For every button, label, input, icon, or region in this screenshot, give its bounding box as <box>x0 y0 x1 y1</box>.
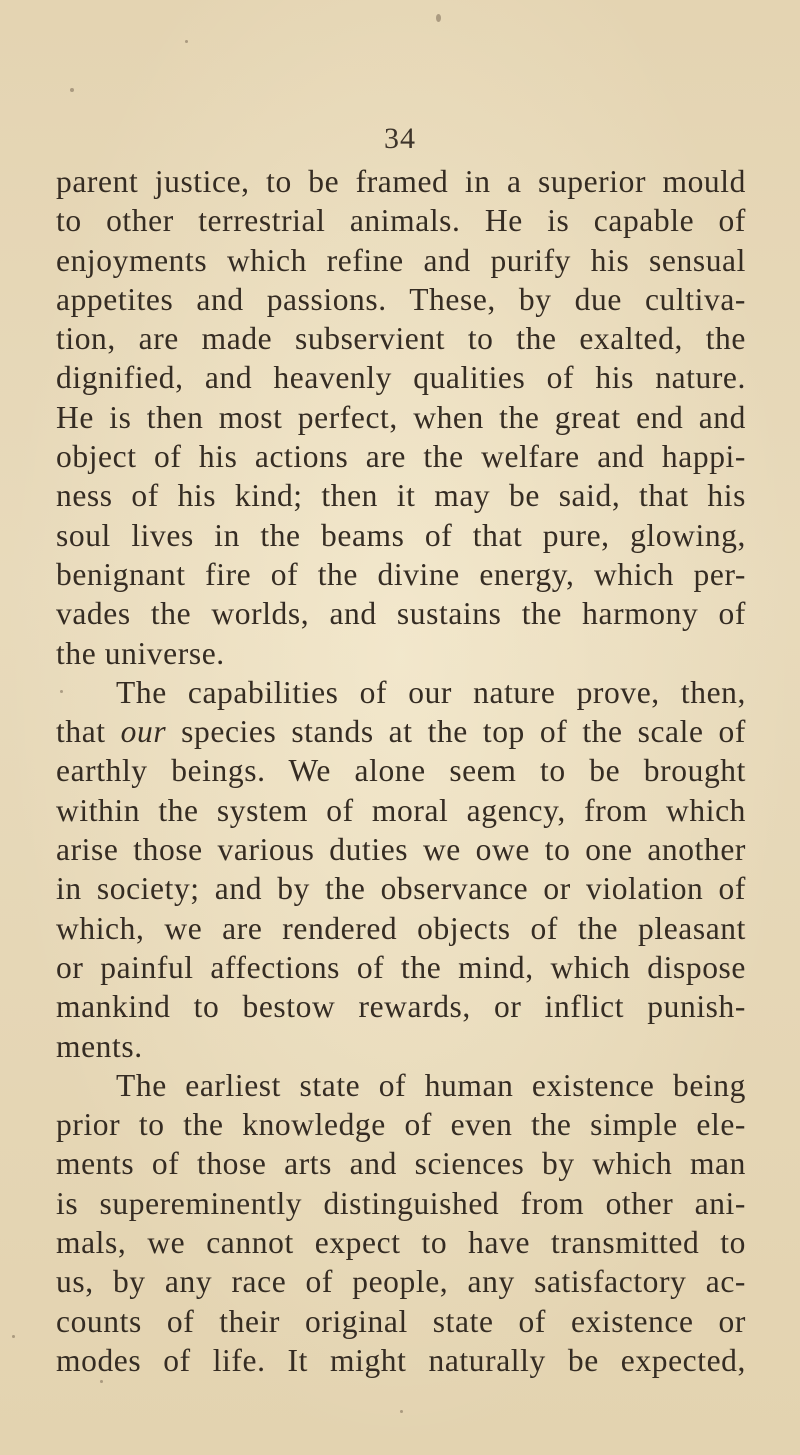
text-line: object of his actions are the welfare and happi- <box>56 439 746 475</box>
text-line: soul lives in the beams of that pure, glowing, <box>56 517 746 553</box>
paragraph-start-line: The capabilities of our nature prove, then, <box>116 674 746 710</box>
body-text <box>56 162 746 1380</box>
text-run: that <box>56 714 121 750</box>
text-line: us, by any race of people, any satisfactory ac- <box>56 1264 746 1300</box>
paragraph-start-line: The earliest state of human existence being <box>116 1067 746 1103</box>
text-line: dignified, and heavenly qualities of his nature. <box>56 360 746 396</box>
text-line: within the system of moral agency, from which <box>56 792 746 828</box>
text-line: ments of those arts and sciences by which man <box>56 1146 746 1182</box>
text-line: counts of their original state of existence or <box>56 1303 746 1339</box>
text-line: enjoyments which refine and purify his sensual <box>56 242 746 278</box>
text-line: or painful affections of the mind, which dispose <box>56 949 746 985</box>
text-line <box>56 712 746 751</box>
text-line: prior to the knowledge of even the simple ele- <box>56 1107 746 1143</box>
paper-speck <box>12 1335 15 1338</box>
text-line: which, we are rendered objects of the pleasant <box>56 910 746 946</box>
text-line: mals, we cannot expect to have transmitted to <box>56 1225 746 1261</box>
text-line: earthly beings. We alone seem to be brought <box>56 753 746 789</box>
paper-speck <box>185 40 188 43</box>
text-line: modes of life. It might naturally be expected, <box>56 1342 746 1378</box>
text-run: species stands at the top of the scale of <box>166 714 746 750</box>
text-line: ness of his kind; then it may be said, that his <box>56 478 746 514</box>
italic-word: our <box>120 714 167 750</box>
text-line: He is then most perfect, when the great end and <box>56 399 746 435</box>
text-line: in society; and by the observance or violation of <box>56 871 746 907</box>
paper-speck <box>60 690 63 693</box>
text-line: vades the worlds, and sustains the harmony of <box>56 596 746 632</box>
text-line: is supereminently distinguished from other ani- <box>56 1185 746 1221</box>
paper-speck <box>400 1410 403 1413</box>
page-number: 34 <box>384 122 416 155</box>
paper-speck <box>436 14 441 22</box>
text-line: appetites and passions. These, by due cultiva- <box>56 281 746 317</box>
text-line: arise those various duties we owe to one another <box>56 832 746 868</box>
text-line: benignant fire of the divine energy, which per- <box>56 556 746 592</box>
text-line: parent justice, to be framed in a superior mould <box>56 164 746 199</box>
text-line: to other terrestrial animals. He is capable of <box>56 203 746 239</box>
paragraph-end-line: the universe. <box>56 635 225 671</box>
text-line: tion, are made subservient to the exalted, the <box>56 321 746 357</box>
text-line: mankind to bestow rewards, or inflict punish- <box>56 989 746 1025</box>
paper-speck <box>70 88 74 92</box>
paragraph-end-line: ments. <box>56 1028 143 1064</box>
paper-speck <box>100 1380 103 1383</box>
